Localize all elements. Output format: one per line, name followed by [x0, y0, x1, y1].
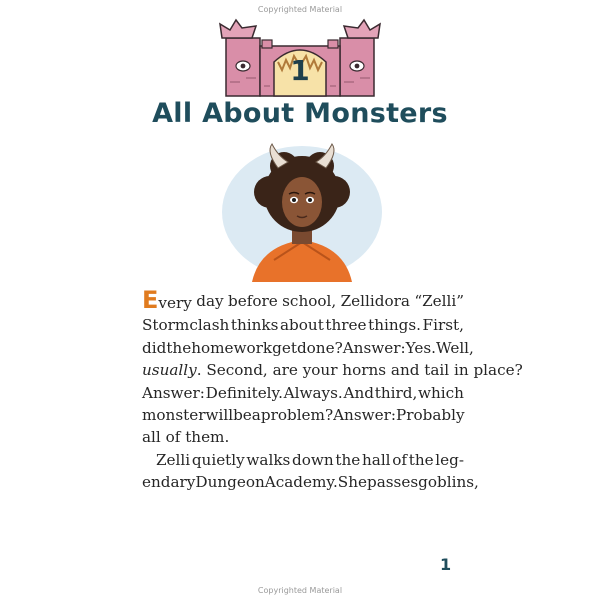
copyright-watermark-top: Copyrighted Material	[257, 5, 343, 14]
text-line: monster will be a problem? Answer: Probably	[142, 406, 465, 425]
chapter-title: All About Monsters	[152, 98, 448, 129]
text-line: usually. Second, are your horns and tail in place?	[142, 361, 523, 380]
text-line: did the homework get done? Answer: Yes. Well,	[142, 338, 474, 357]
chapter-body-text	[142, 286, 523, 494]
copyright-watermark-bottom: Copyrighted Material	[257, 586, 343, 595]
text-line: Answer: Definitely. Always. And third, which	[142, 383, 464, 402]
text-line: Every day before school, Zellidora “Zelli”	[142, 286, 464, 314]
chapter-number: 1	[290, 54, 310, 87]
page-number: 1	[440, 555, 452, 574]
text-line: all of them.	[142, 428, 230, 447]
text-line: endary Dungeon Academy. She passes goblins,	[142, 473, 479, 492]
drop-cap: E	[142, 286, 159, 314]
text-line: Zelli quietly walks down the hall of the leg-	[156, 450, 464, 469]
text-line: Stormclash thinks about three things. First,	[142, 316, 464, 335]
girl-with-horns-portrait-icon	[214, 142, 390, 282]
